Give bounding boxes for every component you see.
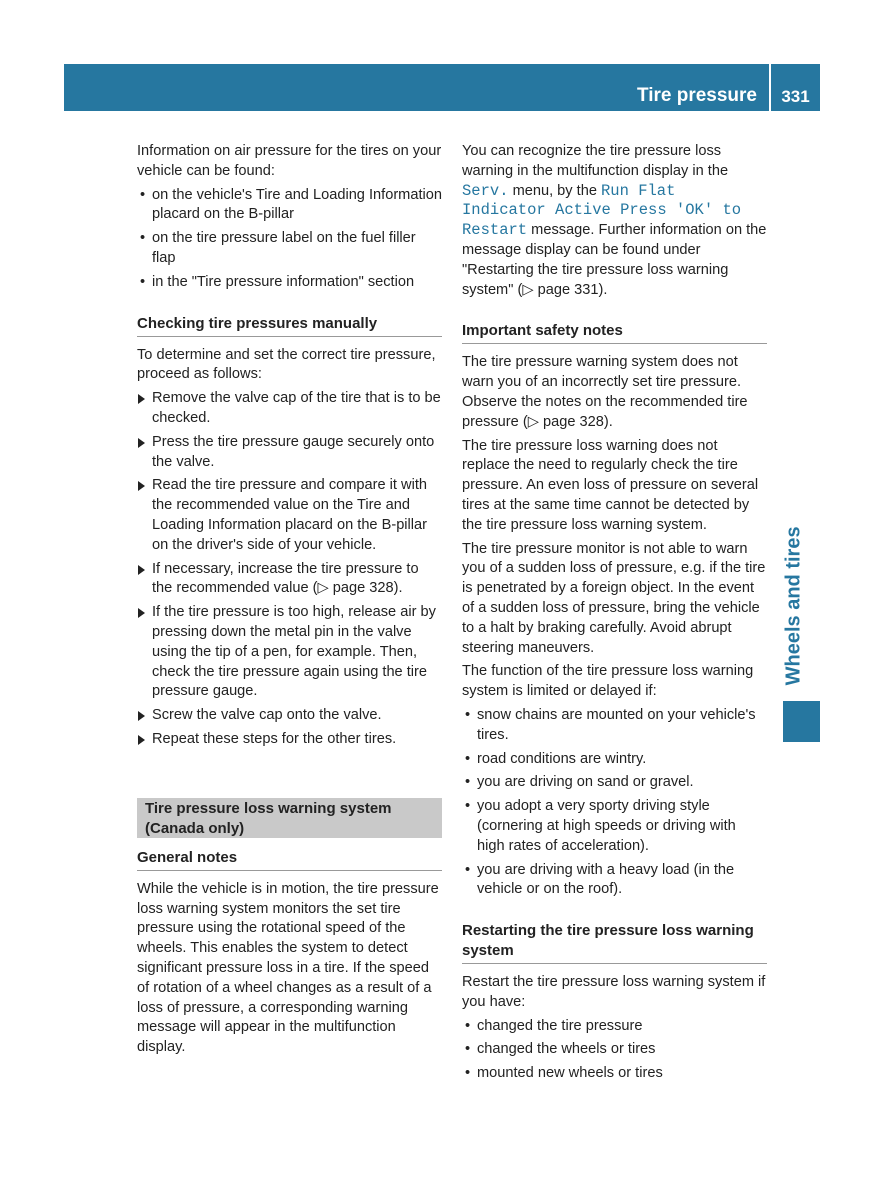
side-tab: [778, 520, 810, 692]
step-item: Read the tire pressure and compare it with the recommended value on the Tire and Loading Information placard on the B-pillar on the driver's side of your vehicle.: [137, 476, 442, 555]
list-item: • snow chains are mounted on your vehicle's tires.: [462, 706, 767, 746]
page-number: 331: [771, 64, 820, 111]
step-item: Press the tire pressure gauge securely onto the valve.: [137, 433, 442, 473]
step-item: Repeat these steps for the other tires.: [137, 730, 442, 750]
step-item: If necessary, increase the tire pressure to the recommended value (▷ page 328).: [137, 560, 442, 600]
safety-heading: Important safety notes: [462, 321, 767, 344]
restart-list: [462, 1017, 767, 1084]
right-column: [462, 142, 767, 1088]
list-item: • in the "Tire pressure information" section: [137, 273, 442, 293]
list-item: • changed the tire pressure: [462, 1017, 767, 1037]
step-item: If the tire pressure is too high, release air by pressing down the metal pin in the valve using the tip of a pen, for example. Then, check the tire pressure again using the tire pressure gauge.: [137, 603, 442, 702]
list-item: • mounted new wheels or tires: [462, 1064, 767, 1084]
recognize-text-part: message. Further information on the message display can be found under "Restarting the tire pressure loss warning system" (▷ page 331).: [462, 222, 767, 298]
manual-intro-text: To determine and set the correct tire pressure, proceed as follows:: [137, 346, 436, 383]
manual-check-heading: Checking tire pressures manually: [137, 314, 442, 337]
list-item: • you are driving on sand or gravel.: [462, 773, 767, 793]
side-tab-label: Wheels and tires: [782, 526, 805, 686]
list-item: • road conditions are wintry.: [462, 750, 767, 770]
header-bar: [64, 64, 769, 111]
serv-menu-label: Serv.: [462, 181, 509, 200]
side-tab-marker: [783, 701, 820, 742]
step-item: Remove the valve cap of the tire that is to be checked.: [137, 389, 442, 429]
list-item: • on the tire pressure label on the fuel filler flap: [137, 229, 442, 269]
display-message: Run Flat Indicator Active Press 'OK' to Restart: [462, 181, 742, 240]
safety-paragraph: The tire pressure warning system does not warn you of an incorrectly set tire pressure. Observe the notes on the recommended tire pressure (▷ page 328).: [462, 354, 748, 430]
list-item: • you adopt a very sporty driving style (cornering at high speeds or driving with high rates of acceleration).: [462, 797, 767, 856]
page-title: Tire pressure: [636, 85, 757, 107]
left-column: [137, 142, 442, 1062]
safety-paragraph: The tire pressure monitor is not able to warn you of a sudden loss of pressure, e.g. if the tire is penetrated by a foreign object. In the event of a sudden loss of pressure, bring the vehicle to a halt by braking carefully. Avoid abrupt steering maneuvers.: [462, 540, 766, 656]
recognize-text: [462, 142, 767, 300]
limits-list: [462, 706, 767, 900]
section-heading: Tire pressure loss warning system (Canada only): [137, 798, 442, 838]
step-item: Screw the valve cap onto the valve.: [137, 706, 442, 726]
list-item: • changed the wheels or tires: [462, 1040, 767, 1060]
safety-paragraph: The tire pressure loss warning does not replace the need to regularly check the tire pressure. An even loss of pressure on several tires at the same time cannot be detected by the tire pressure loss warning system.: [462, 437, 759, 533]
general-notes-heading: General notes: [137, 848, 442, 871]
general-notes-text: While the vehicle is in motion, the tire pressure loss warning system monitors the set tire pressure using the rotational speed of the wheels. This enables the system to detect significant pressure loss in a tire. If the speed of rotation of a wheel changes as a result of a loss of pressure, a corresponding warning message will appear in the multifunction display.: [137, 880, 439, 1056]
restart-intro-text: Restart the tire pressure loss warning system if you have:: [462, 974, 766, 1010]
list-item: • you are driving with a heavy load (in the vehicle or on the roof).: [462, 861, 767, 901]
step-list: [137, 389, 442, 750]
list-item: • on the vehicle's Tire and Loading Information placard on the B-pillar: [137, 186, 442, 226]
recognize-text-part: You can recognize the tire pressure loss warning in the multifunction display in the: [462, 143, 729, 179]
safety-paragraph: The function of the tire pressure loss warning system is limited or delayed if:: [462, 663, 754, 700]
intro-text: Information on air pressure for the tires on your vehicle can be found:: [137, 143, 442, 179]
restart-heading: Restarting the tire pressure loss warning system: [462, 921, 767, 964]
location-list: [137, 186, 442, 293]
recognize-text-part: menu, by the: [508, 182, 601, 199]
